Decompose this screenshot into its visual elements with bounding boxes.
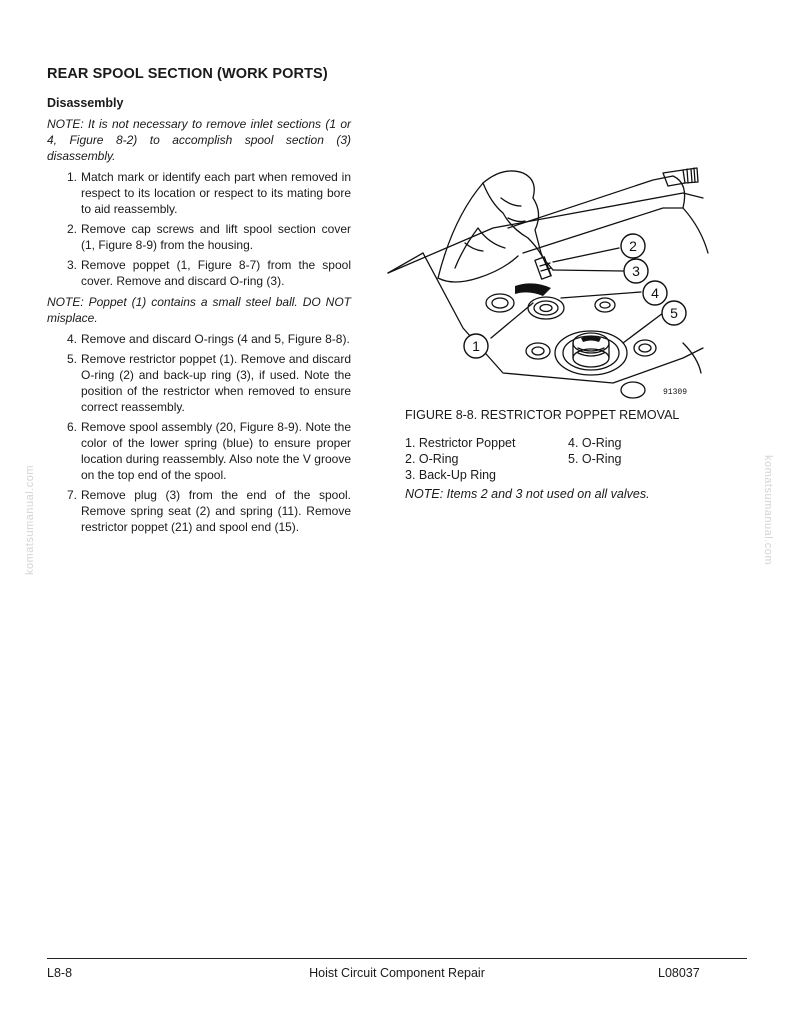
note-poppet-ball: NOTE: Poppet (1) contains a small steel ball. DO NOT misplace.	[47, 295, 351, 325]
step-item	[47, 351, 351, 415]
watermark-left: komatsumanual.com	[24, 465, 36, 575]
legend-item: 1. Restrictor Poppet	[405, 436, 516, 450]
figure-caption: FIGURE 8-8. RESTRICTOR POPPET REMOVAL	[405, 408, 680, 422]
step-item	[47, 257, 351, 289]
steps-list-b	[47, 331, 351, 535]
legend-item: 2. O-Ring	[405, 452, 459, 466]
callout-4-label: 4	[651, 285, 659, 301]
watermark-right: komatsumanual.com	[762, 455, 774, 565]
section-title: REAR SPOOL SECTION (WORK PORTS)	[47, 66, 328, 82]
step-item	[47, 169, 351, 217]
step-number: 3.	[66, 258, 77, 272]
step-number: 2.	[66, 222, 77, 236]
chapter-title: Hoist Circuit Component Repair	[309, 966, 485, 980]
figure-note: NOTE: Items 2 and 3 not used on all valves.	[405, 487, 650, 501]
page-number: L8-8	[47, 966, 73, 980]
footer-divider	[47, 958, 747, 959]
legend-item: 3. Back-Up Ring	[405, 468, 497, 482]
step-item	[47, 419, 351, 483]
step-item	[47, 487, 351, 535]
legend-item: 4. O-Ring	[568, 436, 622, 450]
image-number: 91309	[663, 388, 688, 397]
step-number: 5.	[66, 352, 77, 366]
note-inlet-sections: NOTE: It is not necessary to remove inlet sections (1 or 4, Figure 8-2) to accomplish spool section (3) disassembly.	[47, 117, 351, 163]
step-text: Remove spool assembly (20, Figure 8-9). Note the color of the lower spring (blue) to ensure proper location during reassembly. Also note the V groove on the top end of the spool.	[81, 420, 351, 482]
steps-list-a	[47, 169, 351, 289]
callout-3-label: 3	[632, 263, 640, 279]
step-item	[47, 331, 351, 347]
legend-item: 5. O-Ring	[568, 452, 622, 466]
step-text: Remove plug (3) from the end of the spool. Remove spring seat (2) and spring (11). Remove restrictor poppet (21) and spool end (15).	[81, 488, 351, 534]
restrictor-poppet-illustration	[383, 158, 713, 408]
sub-title: Disassembly	[47, 96, 124, 110]
step-number: 6.	[66, 420, 77, 434]
step-text: Remove poppet (1, Figure 8-7) from the spool cover. Remove and discard O-ring (3).	[81, 258, 351, 288]
step-item	[47, 221, 351, 253]
step-number: 4.	[66, 332, 77, 346]
step-text: Match mark or identify each part when removed in respect to its location or respect to its mating bore to aid reassembly.	[81, 170, 351, 216]
step-number: 1.	[66, 170, 77, 184]
step-text: Remove cap screws and lift spool section cover (1, Figure 8-9) from the housing.	[81, 222, 351, 252]
document-code: L08037	[658, 966, 700, 980]
step-text: Remove and discard O-rings (4 and 5, Figure 8-8).	[81, 332, 350, 346]
step-text: Remove restrictor poppet (1). Remove and discard O-ring (2) and back-up ring (3), if used. Note the position of the restrictor when removed to ensure correct reassembly.	[81, 352, 351, 414]
callout-5-label: 5	[670, 305, 678, 321]
main-text-column	[47, 66, 351, 540]
callout-2-label: 2	[629, 238, 637, 254]
legend-column-right	[568, 435, 622, 467]
callout-1-label: 1	[472, 338, 480, 354]
legend-column-left	[405, 435, 515, 483]
step-number: 7.	[66, 488, 77, 502]
